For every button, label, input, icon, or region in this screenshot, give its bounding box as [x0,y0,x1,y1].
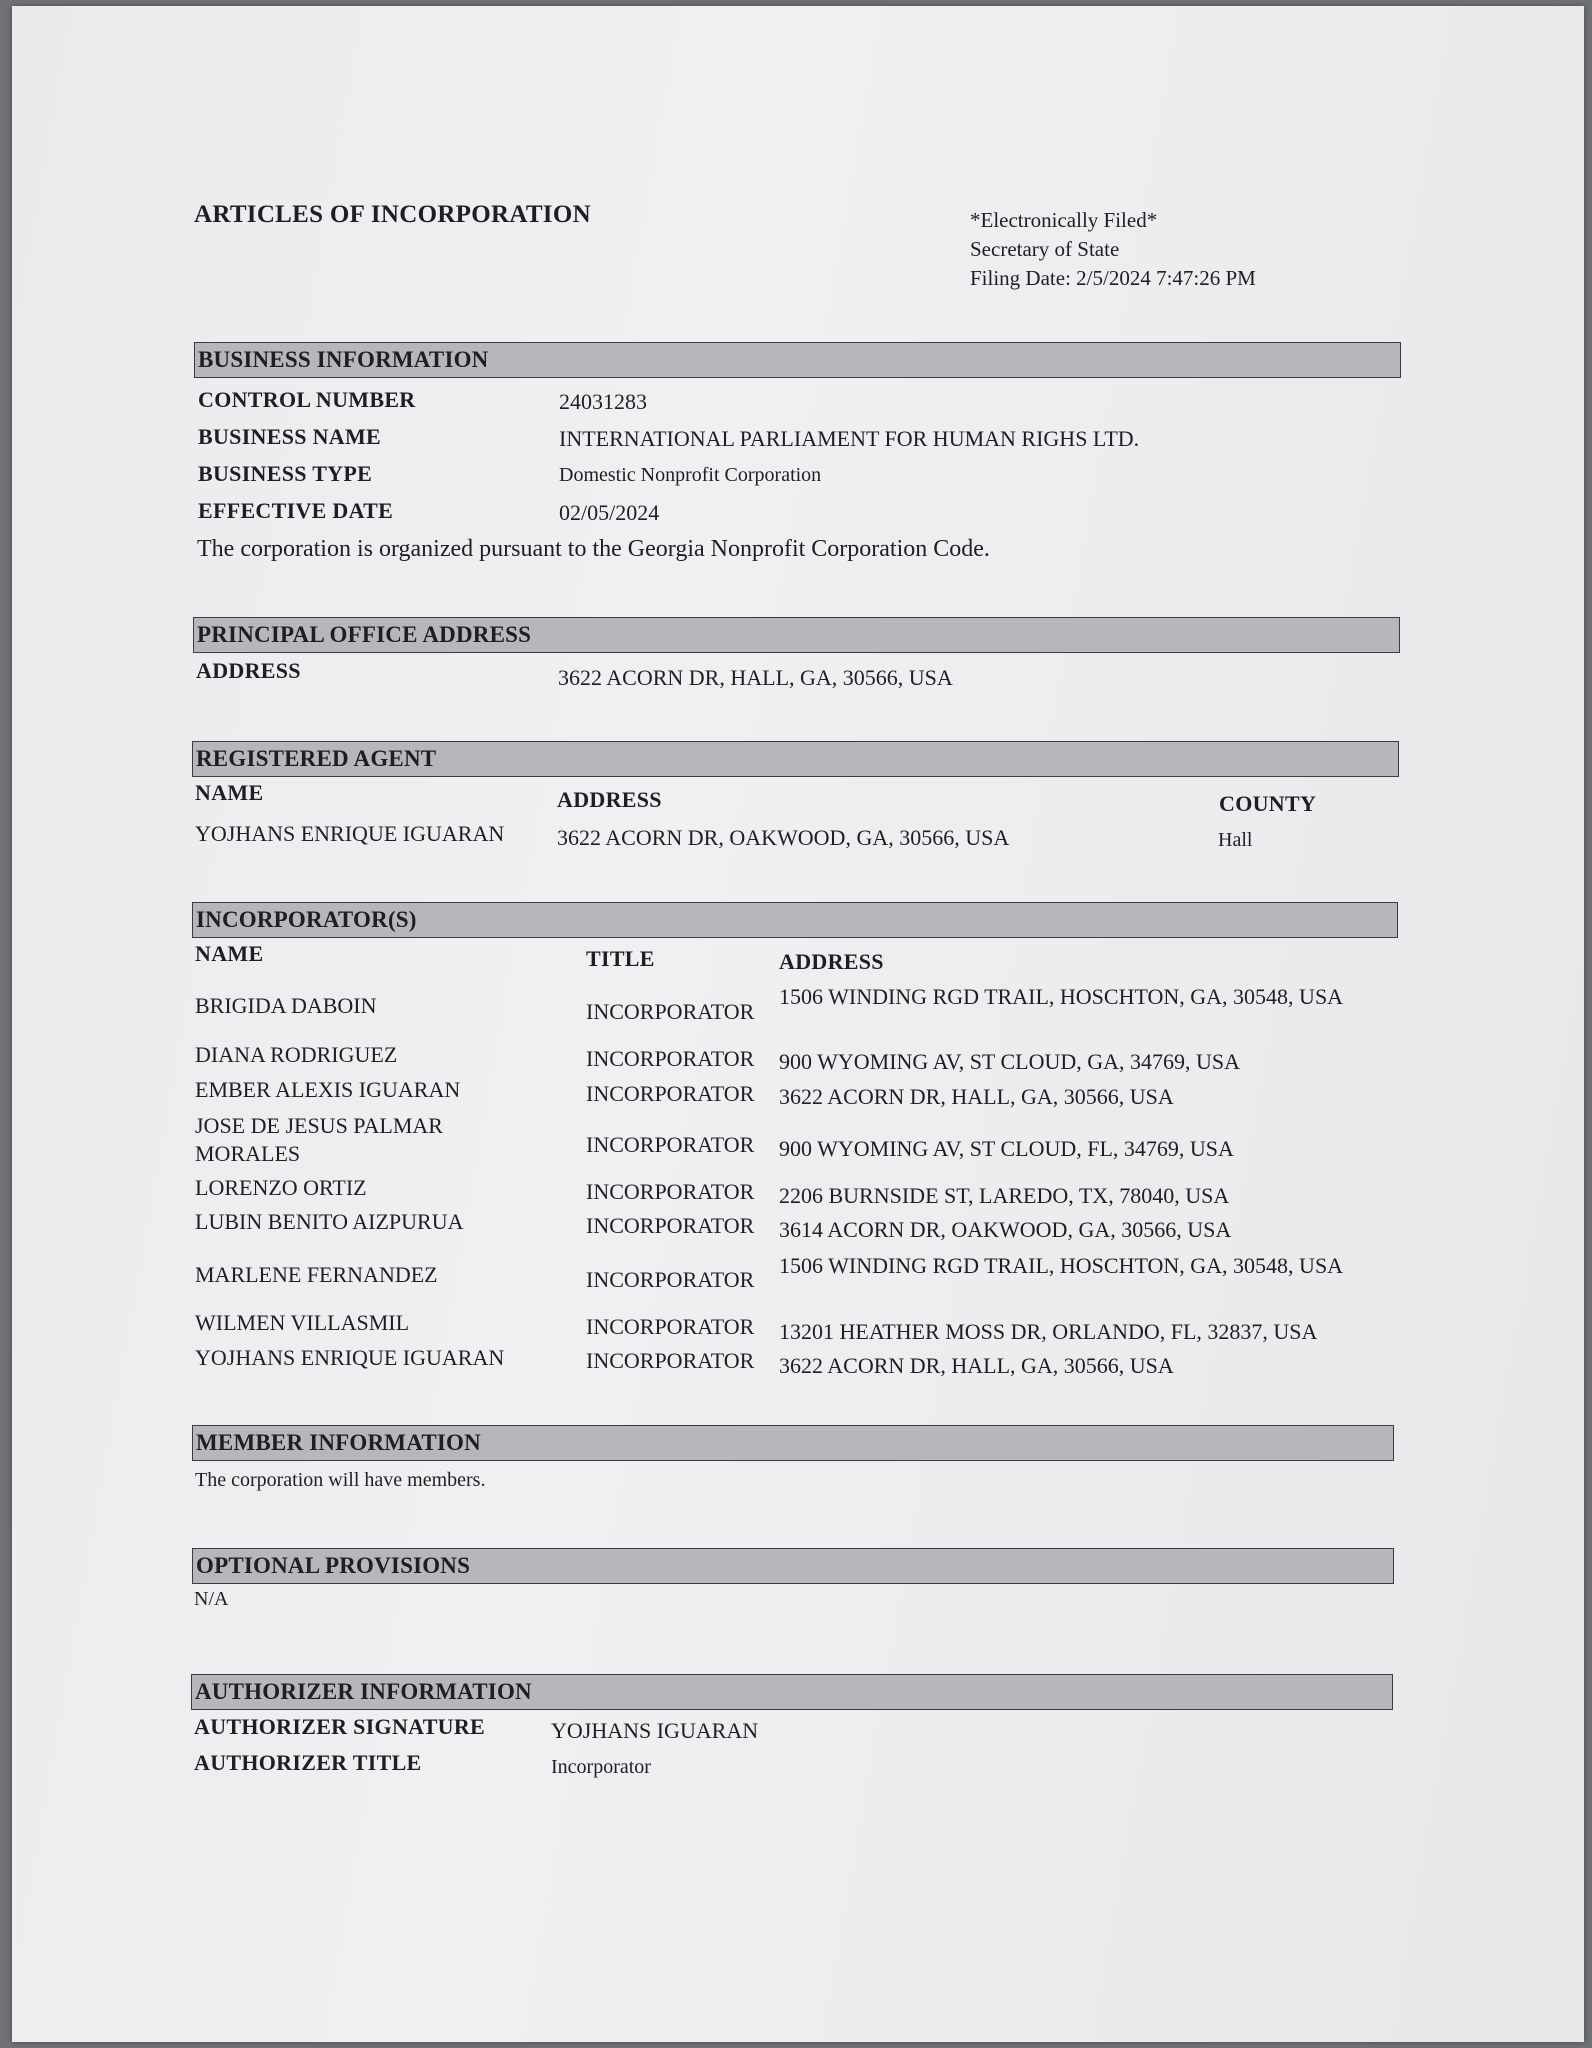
incorporator-name: LUBIN BENITO AIZPURUA [195,1209,464,1234]
incorporator-name: WILMEN VILLASMIL [195,1310,410,1335]
incorporator-title: INCORPORATOR [586,1179,755,1204]
incorporator-address: 900 WYOMING AV, ST CLOUD, GA, 34769, USA [779,1049,1241,1074]
incorporator-title: INCORPORATOR [586,1314,755,1339]
filed-line-1: *Electronically Filed* [970,208,1158,232]
incorporator-name: DIANA RODRIGUEZ [195,1042,398,1067]
incorporator-name: BRIGIDA DABOIN [195,993,377,1018]
principal-address-value: 3622 ACORN DR, HALL, GA, 30566, USA [558,665,953,690]
incorporator-name-label: NAME [195,941,264,966]
filed-stamp [970,206,1256,293]
incorporator-name: LORENZO ORTIZ [195,1175,367,1200]
document-title: ARTICLES OF INCORPORATION [194,201,591,228]
authorizer-signature-label: AUTHORIZER SIGNATURE [194,1714,486,1739]
agent-name-label: NAME [195,780,264,805]
agent-county-label: COUNTY [1219,791,1317,816]
incorporator-title: INCORPORATOR [586,999,755,1024]
control-number-value: 24031283 [559,389,647,414]
incorporator-address: 3622 ACORN DR, HALL, GA, 30566, USA [779,1084,1174,1109]
incorporator-address: 3614 ACORN DR, OAKWOOD, GA, 30566, USA [779,1217,1232,1242]
authorizer-title-value: Incorporator [551,1756,651,1778]
incorporator-address: 3622 ACORN DR, HALL, GA, 30566, USA [779,1353,1174,1378]
agent-address-value: 3622 ACORN DR, OAKWOOD, GA, 30566, USA [557,825,1010,850]
incorporator-title: INCORPORATOR [586,1132,755,1157]
incorporator-title: INCORPORATOR [586,1046,755,1071]
incorporator-name: MARLENE FERNANDEZ [195,1262,438,1287]
agent-name-value: YOJHANS ENRIQUE IGUARAN [195,821,505,846]
incorporator-name: EMBER ALEXIS IGUARAN [195,1077,461,1102]
effective-date-label: EFFECTIVE DATE [198,498,394,523]
incorporators-heading: INCORPORATOR(S) [192,902,1398,938]
incorporator-address: 1506 WINDING RGD TRAIL, HOSCHTON, GA, 30548, USA [779,984,1344,1009]
incorporator-name: YOJHANS ENRIQUE IGUARAN [195,1345,505,1370]
incorporator-name: JOSE DE JESUS PALMAR MORALES [195,1113,443,1166]
optional-provisions-text: N/A [194,1588,229,1610]
principal-office-heading: PRINCIPAL OFFICE ADDRESS [193,617,1400,653]
control-number-label: CONTROL NUMBER [198,387,416,412]
incorporator-title: INCORPORATOR [586,1213,755,1238]
business-information-heading: BUSINESS INFORMATION [194,342,1401,378]
optional-provisions-heading: OPTIONAL PROVISIONS [192,1548,1394,1584]
incorporator-address-label: ADDRESS [779,949,884,974]
registered-agent-heading: REGISTERED AGENT [192,741,1399,777]
effective-date-value: 02/05/2024 [559,500,660,525]
member-information-text: The corporation will have members. [195,1469,486,1491]
member-information-heading: MEMBER INFORMATION [192,1425,1394,1461]
incorporator-title: INCORPORATOR [586,1348,755,1373]
agent-county-value: Hall [1218,829,1253,851]
incorporator-address: 1506 WINDING RGD TRAIL, HOSCHTON, GA, 30548, USA [779,1253,1344,1278]
document-page [12,6,1584,2042]
incorporator-title: INCORPORATOR [586,1081,755,1106]
business-type-label: BUSINESS TYPE [198,461,373,486]
authorizer-heading: AUTHORIZER INFORMATION [191,1674,1393,1710]
incorporator-address: 2206 BURNSIDE ST, LAREDO, TX, 78040, USA [779,1183,1230,1208]
business-type-value: Domestic Nonprofit Corporation [559,464,822,486]
incorporator-title-label: TITLE [586,946,655,971]
incorporator-title: INCORPORATOR [586,1267,755,1292]
authorizer-signature-value: YOJHANS IGUARAN [551,1718,759,1743]
organization-statement: The corporation is organized pursuant to the Georgia Nonprofit Corporation Code. [197,536,990,562]
filed-line-2: Secretary of State [970,237,1120,261]
incorporator-address: 13201 HEATHER MOSS DR, ORLANDO, FL, 32837, USA [779,1319,1318,1344]
business-name-value: INTERNATIONAL PARLIAMENT FOR HUMAN RIGHS LTD. [559,426,1140,451]
authorizer-title-label: AUTHORIZER TITLE [194,1750,422,1775]
agent-address-label: ADDRESS [557,787,662,812]
filed-line-3: Filing Date: 2/5/2024 7:47:26 PM [970,266,1256,290]
incorporator-address: 900 WYOMING AV, ST CLOUD, FL, 34769, USA [779,1136,1234,1161]
business-name-label: BUSINESS NAME [198,424,382,449]
principal-address-label: ADDRESS [196,658,301,683]
